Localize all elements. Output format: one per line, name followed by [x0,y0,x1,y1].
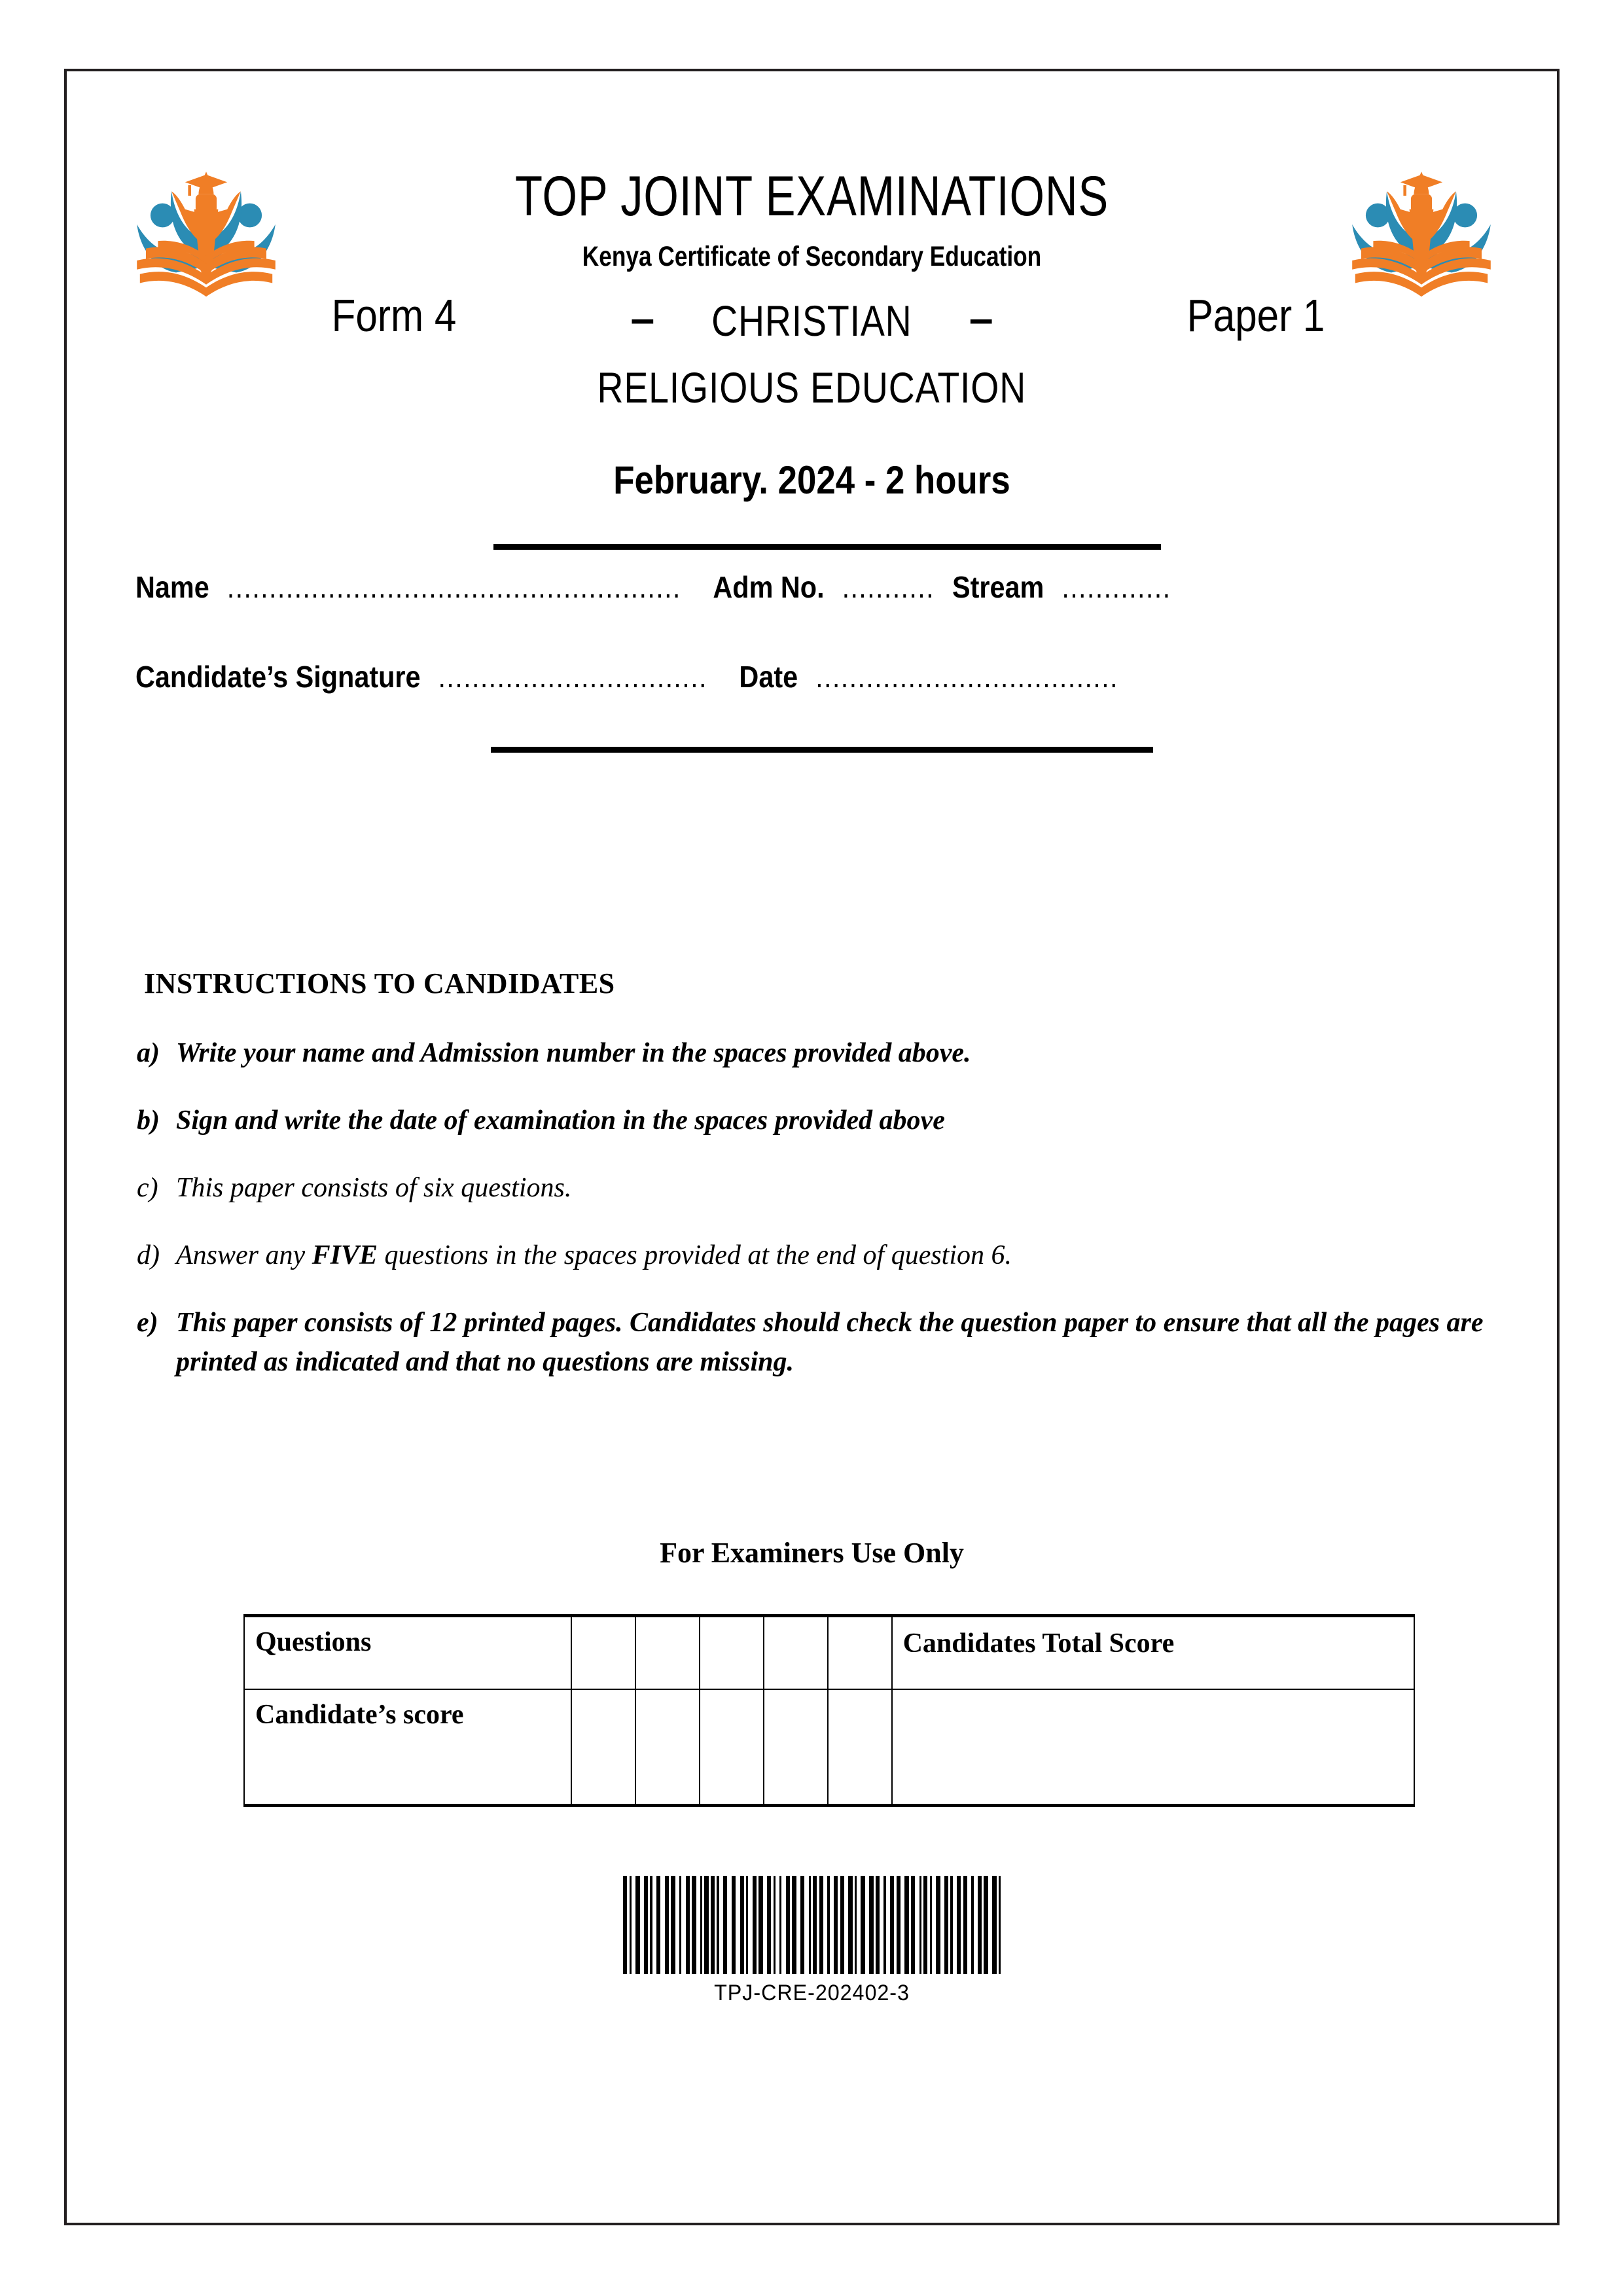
page-border [64,69,1560,2225]
subject-word-2: RELIGIOUS EDUCATION [597,363,1027,412]
score-cell[interactable] [828,1689,892,1806]
score-cell[interactable] [700,1689,764,1806]
exam-title: TOP JOINT EXAMINATIONS [514,165,1109,228]
date-label: Date [739,660,798,694]
stream-input-dots[interactable]: ............. [1061,570,1171,604]
exam-subtitle: Kenya Certificate of Secondary Education [582,241,1042,272]
instruction-item [129,1168,1490,1208]
examiners-score-table [243,1614,1415,1807]
question-cell[interactable] [700,1616,764,1689]
question-cell[interactable] [764,1616,828,1689]
question-cell[interactable] [571,1616,635,1689]
paper-date-duration: February. 2024 - 2 hours [613,458,1010,502]
signature-field-line[interactable] [135,662,1118,692]
adm-no-label: Adm No. [713,570,825,604]
instruction-text [176,1236,1490,1276]
barcode-image [623,1876,1001,1974]
date-input-dots[interactable]: .................................... [815,660,1118,694]
signature-input-dots[interactable]: ................................ [438,660,707,694]
instruction-text-after: questions in the spaces provided at the end of question 6. [378,1240,1012,1270]
instruction-marker: d) [137,1240,160,1270]
score-cell[interactable] [635,1689,700,1806]
instruction-item [129,1236,1490,1276]
stream-label: Stream [952,570,1044,604]
name-label: Name [135,570,209,604]
barcode-label: TPJ-CRE-202402-3 [714,1981,910,2005]
name-input-dots[interactable]: ...................................................... [226,570,681,604]
question-cell[interactable] [828,1616,892,1689]
instruction-marker: c) [137,1172,158,1203]
questions-row-label: Questions [244,1616,571,1689]
candidate-fields-divider-rule [491,747,1153,753]
instruction-marker: a) [137,1038,160,1068]
form-label: Form 4 [331,290,457,341]
instructions-heading: INSTRUCTIONS TO CANDIDATES [144,967,615,999]
candidate-score-row-label: Candidate’s score [244,1689,571,1806]
instruction-emphasis: FIVE [312,1240,378,1270]
instruction-marker: b) [137,1105,160,1136]
instruction-item [129,1033,1490,1073]
signature-label: Candidate’s Signature [135,660,421,694]
barcode-block [67,1867,1557,2006]
table-row [244,1616,1414,1689]
subject-word-1: CHRISTIAN [711,296,912,345]
instruction-marker: e) [137,1307,158,1338]
header-divider-rule [493,544,1161,550]
dash-right: – [969,294,993,342]
question-cell[interactable] [635,1616,700,1689]
instructions-list [129,1033,1490,1410]
instruction-text-before: Answer any [176,1240,312,1270]
instruction-text: This paper consists of 12 printed pages. Candidates should check the question paper to ensure that all the pages are printed as indicated and that no questions are missing. [176,1307,1484,1378]
table-row [244,1689,1414,1806]
instruction-text: This paper consists of six questions. [176,1172,572,1203]
subject-row [67,287,1557,412]
dash-left: – [630,294,655,342]
score-cell[interactable] [764,1689,828,1806]
subject-name-line-2 [67,363,1557,412]
instruction-text: Sign and write the date of examination in the spaces provided above [176,1105,945,1136]
examiners-heading: For Examiners Use Only [660,1537,964,1569]
instruction-item [129,1101,1490,1141]
total-score-cell[interactable] [892,1689,1414,1806]
candidates-total-score-label: Candidates Total Score [892,1616,1414,1689]
score-cell[interactable] [571,1689,635,1806]
paper-label: Paper 1 [1186,290,1325,341]
instruction-item [129,1303,1490,1383]
adm-no-input-dots[interactable]: ........... [842,570,935,604]
instruction-text: Write your name and Admission number in the spaces provided above. [176,1038,971,1068]
name-field-line[interactable] [135,572,1171,602]
